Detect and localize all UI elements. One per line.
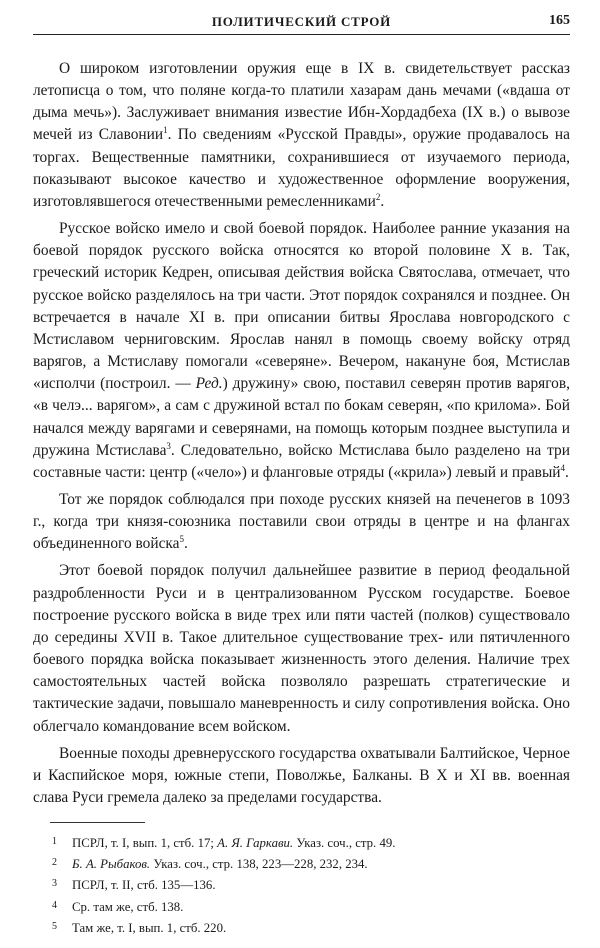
footnote-text: Указ. соч., стр. 138, 223—228, 232, 234. [150, 857, 368, 872]
main-text [33, 58, 570, 809]
running-header [33, 12, 570, 35]
footnote-5 [52, 917, 572, 938]
footnote-4 [52, 896, 572, 917]
paragraph-1 [33, 58, 570, 213]
footnote-3 [52, 874, 572, 895]
paragraph-text: Этот боевой порядок получил дальнейшее развитие в период феодальной раздробленности Руси и в централизованном Русском государстве. Боевое построение русского войска в виде трех или пяти частей (полков) существовало до середины XVII в. Такое длительное существование трех- или пятичленного боевого порядка войска показывает жизненность этого деления. Наличие трех самостоятельных частей войска позволяло разрешать стратегические и тактические задачи, повышало маневренность и силу сопротивления войска. Оно облегчало командование всем войском. [33, 562, 570, 735]
footnote-ref: 4 [560, 462, 566, 473]
paragraph-text: О широком изготовлении оружия еще в IX в. свидетельствует рассказ летописца о том, что поляне когда-то платили хазарам дань мечами («вдаша от дыма мечь»). Заслуживает внимания известие Ибн-Хордадбеха (IX в.) о вывозе мечей из Славонии [33, 60, 570, 144]
paragraph-text: Тот же порядок соблюдался при походе русских князей на печенегов в 1093 г., когда три князя-союзника поставили свои отряды в центре и на флангах объединенного войска [33, 490, 570, 553]
footnote-text: Там же, т. I, вып. 1, стб. 220. [72, 920, 227, 935]
footnote-mark: 1 [52, 836, 57, 847]
page-number: 165 [549, 13, 570, 28]
paragraph-text: . [565, 463, 569, 481]
paragraph-text: . По сведениям «Русской Правды», оружие продавалось на торгах. Вещественные памятники, сохранившиеся от изучаемого периода, показывают высокое качество и художественное оформление вооружения, изготовлявшегося отечественными ремесленниками [33, 126, 570, 210]
paragraph-text: Военные походы древнерусского государства охватывали Балтийское, Черное и Каспийское моря, южные степи, Поволжье, Балканы. В X и XI вв. военная слава Руси гремела далеко за пределами государства. [33, 744, 570, 806]
paragraph-2 [33, 218, 570, 484]
footnote-ref: 2 [375, 191, 381, 202]
footnote-1 [52, 832, 572, 853]
editor-note: Ред. [195, 375, 223, 393]
paragraph-text: . [184, 535, 188, 553]
footnote-ref: 3 [166, 440, 171, 451]
footnote-divider [50, 822, 145, 823]
footnote-mark: 5 [52, 920, 57, 932]
footnotes [52, 832, 572, 938]
footnote-text: Ср. там же, стб. 138. [72, 899, 184, 914]
footnote-2 [52, 853, 572, 874]
paragraph-4 [33, 560, 570, 737]
paragraph-text: . [380, 192, 385, 210]
footnote-author: Б. А. Рыбаков. [72, 857, 151, 872]
footnote-text: ПСРЛ, т. II, стб. 135—136. [72, 878, 216, 893]
footnote-mark: 3 [52, 878, 57, 890]
footnote-author: А. Я. Гаркави. [217, 836, 294, 850]
footnote-mark: 4 [52, 899, 57, 911]
paragraph-text: ) дружину» свою, поставил северян против варягов, «в челэ... варягом», а сам с дружиной встал по бокам северян, «по крилома». Бой начался между варягами и северянами, на помощь которым позднее выступила и дружина Мстислава [33, 375, 570, 459]
paragraph-text: . Следовательно, войско Мстислава было разделено на три составные части: центр («чело») и фланговые отряды («крила») левый и правый [33, 441, 570, 481]
footnote-ref: 5 [179, 534, 185, 545]
paragraph-text: Русское войско имело и свой боевой порядок. Наиболее ранние указания на боевой порядок русского войска относятся ко второй половине X в. Так, греческий историк Кедрен, описывая действия войска Святослава, отмечает, что русское войско разделялось на три части. Этот порядок сохранялся и позднее. Он встречается в начале XI в. при описании битвы Ярослава новгородского с Мстиславом черниговским. Ярослав нанял в помощь своему войску отряд варягов, а Мстиславу помогали «северяне». Вечером, накануне боя, Мстислав «исполчи (построил. — [33, 220, 570, 393]
footnote-text: ПСРЛ, т. I, вып. 1, стб. 17; [72, 836, 218, 850]
footnote-text: Указ. соч., стр. 49. [293, 836, 396, 850]
running-title: ПОЛИТИЧЕСКИЙ СТРОЙ [211, 14, 392, 29]
footnote-ref: 1 [163, 125, 168, 136]
paragraph-3 [33, 489, 570, 555]
paragraph-5 [33, 743, 570, 809]
footnote-mark: 2 [52, 857, 57, 869]
